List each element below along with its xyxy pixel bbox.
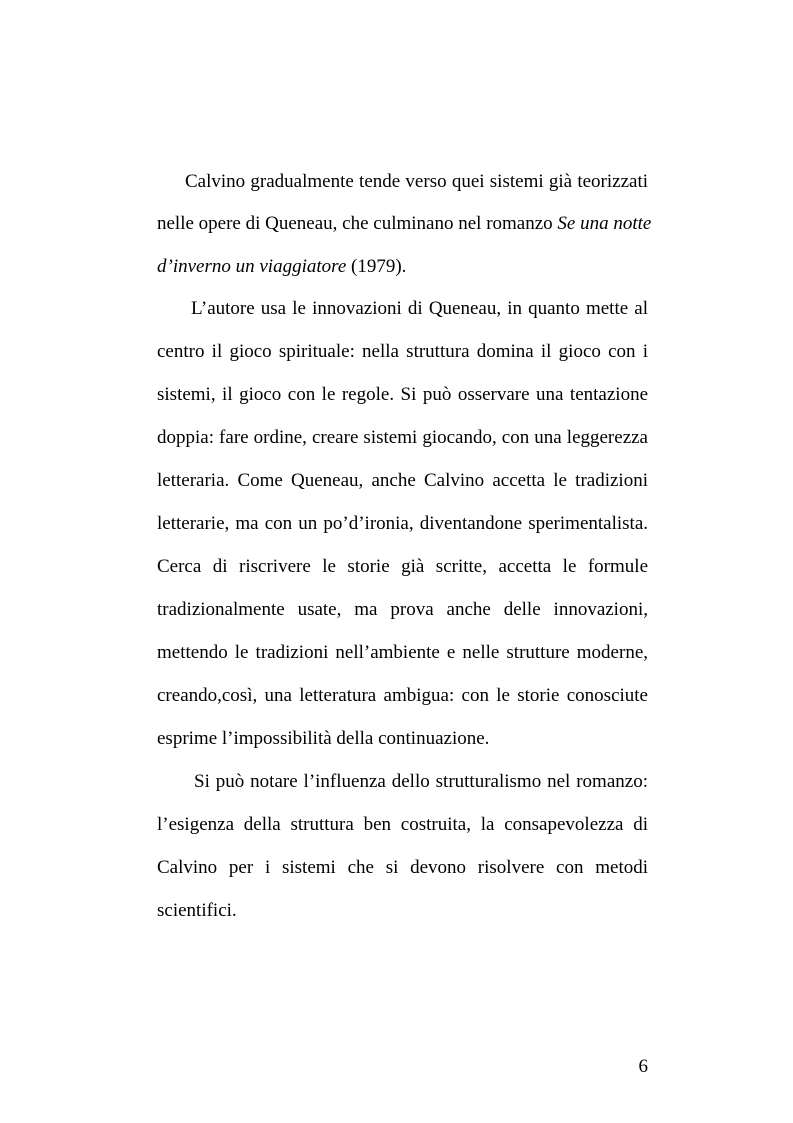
text-line: sistemi, il gioco con le regole. Si può osservare una tentazione — [157, 384, 648, 405]
text-line: letteraria. Come Queneau, anche Calvino accetta le tradizioni — [157, 470, 648, 491]
text-line: tradizionalmente usate, ma prova anche delle innovazioni, — [157, 599, 648, 620]
text-line: Cerca di riscrivere le storie già scritte, accetta le formule — [157, 556, 648, 577]
text-line: Calvino gradualmente tende verso quei sistemi già teorizzati — [185, 171, 648, 192]
text-line: scientifici. — [157, 900, 237, 921]
text-line: creando,così, una letteratura ambigua: con le storie conosciute — [157, 685, 648, 706]
text-line: l’esigenza della struttura ben costruita, la consapevolezza di — [157, 814, 648, 835]
book-title-italic: Se una notte — [557, 213, 652, 234]
text-line — [157, 255, 648, 279]
text-run: nelle opere di Queneau, che culminano nel romanzo — [157, 213, 558, 234]
text-run: (1979). — [346, 256, 407, 277]
page-number: 6 — [638, 1056, 648, 1077]
text-line: Si può notare l’influenza dello strutturalismo nel romanzo: — [194, 771, 648, 792]
text-line — [157, 212, 652, 236]
text-line: doppia: fare ordine, creare sistemi giocando, con una leggerezza — [157, 427, 648, 448]
text-line: centro il gioco spirituale: nella struttura domina il gioco con i — [157, 341, 648, 362]
text-line: L’autore usa le innovazioni di Queneau, in quanto mette al — [191, 298, 648, 319]
text-line: mettendo le tradizioni nell’ambiente e nelle strutture moderne, — [157, 642, 648, 663]
text-line: esprime l’impossibilità della continuazione. — [157, 728, 490, 749]
book-title-italic: d’inverno un viaggiatore — [157, 256, 347, 277]
text-line: Calvino per i sistemi che si devono risolvere con metodi — [157, 857, 648, 878]
text-line: letterarie, ma con un po’d’ironia, diventandone sperimentalista. — [157, 513, 648, 534]
